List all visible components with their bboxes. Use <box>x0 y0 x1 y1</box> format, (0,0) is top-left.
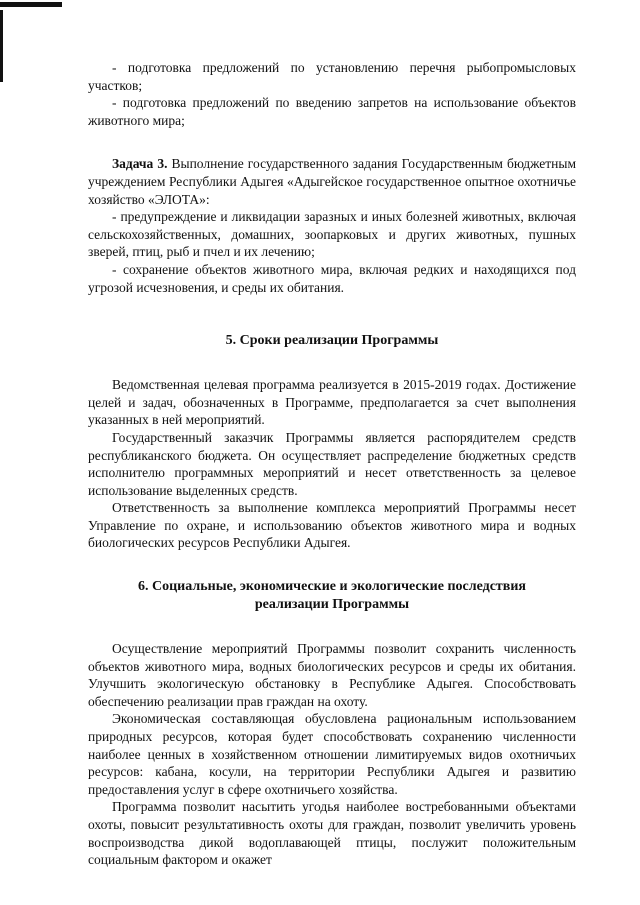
section6-paragraph-3: Программа позволит насытить угодья наиболее востребованными объектами охоты, повысит результативность охоты для граждан, позволит увеличить уровень воспроизводства дикой водоплавающей птицы, послужит положительным социальным фактором и окажет <box>88 799 576 868</box>
section6-paragraph-2: Экономическая составляющая обусловлена рациональным использованием природных ресурсов, которая будет способствовать сохранению численности наиболее ценных в хозяйственном отношении лимитируемых видов охотничьих ресурсов: кабана, косули, на территории Республики Адыгея и развитию предоставления услуг в сфере охотничьего хозяйства. <box>88 711 576 797</box>
intro-paragraph-1: - подготовка предложений по установлению перечня рыбопромысловых участков; <box>88 60 576 93</box>
section5-paragraph-1: Ведомственная целевая программа реализуется в 2015-2019 годах. Достижение целей и задач, обозначенных в Программе, предполагается за счет выполнения указанных в ней мероприятий. <box>88 377 576 428</box>
task3-item-2: - сохранение объектов животного мира, включая редких и находящихся под угрозой исчезновения, и среды их обитания. <box>88 261 576 295</box>
task3-paragraph <box>88 155 576 208</box>
document-page <box>88 59 576 869</box>
section5-heading: 5. Сроки реализации Программы <box>225 333 439 349</box>
section6-heading-line-2: реализации Программы <box>254 597 410 613</box>
scan-artifact-left <box>0 10 3 82</box>
section5-paragraph-2: Государственный заказчик Программы является распорядителем средств республиканского бюджета. Он осуществляет распределение бюджетных средств исполнителю программных мероприятий и несет ответственность за целевое использование выделенных средств. <box>88 429 576 498</box>
section6-paragraph-1: Осуществление мероприятий Программы позволит сохранить численность объектов животного мира, водных биологических ресурсов и среды их обитания. Улучшить экологическую обстановку в Республике Адыгея. Способствовать обеспечению реализации прав граждан на охоту. <box>88 641 576 709</box>
task3-label: Задача 3. <box>112 156 168 172</box>
section6-heading <box>88 578 576 614</box>
section6-heading-line-1: 6. Социальные, экономические и экологические последствия <box>138 579 526 595</box>
task3-text: Выполнение государственного задания Государственным бюджетным учреждением Республики Адыгея «Адыгейское государственное опытное охотничье хозяйство «ЭЛОТА»: <box>88 156 576 207</box>
task3-item-1: - предупреждение и ликвидации заразных и иных болезней животных, включая сельскохозяйственных, домашних, зоопарковых и других животных, пушных зверей, птиц, рыб и пчел и их лечению; <box>88 209 576 260</box>
section5-paragraph-3: Ответственность за выполнение комплекса мероприятий Программы несет Управление по охране, и использованию объектов животного мира и водных биологических ресурсов Республики Адыгея. <box>88 500 576 551</box>
scan-artifact-top <box>0 2 62 7</box>
intro-paragraph-2: - подготовка предложений по введению запретов на использование объектов животного мира; <box>88 95 576 128</box>
